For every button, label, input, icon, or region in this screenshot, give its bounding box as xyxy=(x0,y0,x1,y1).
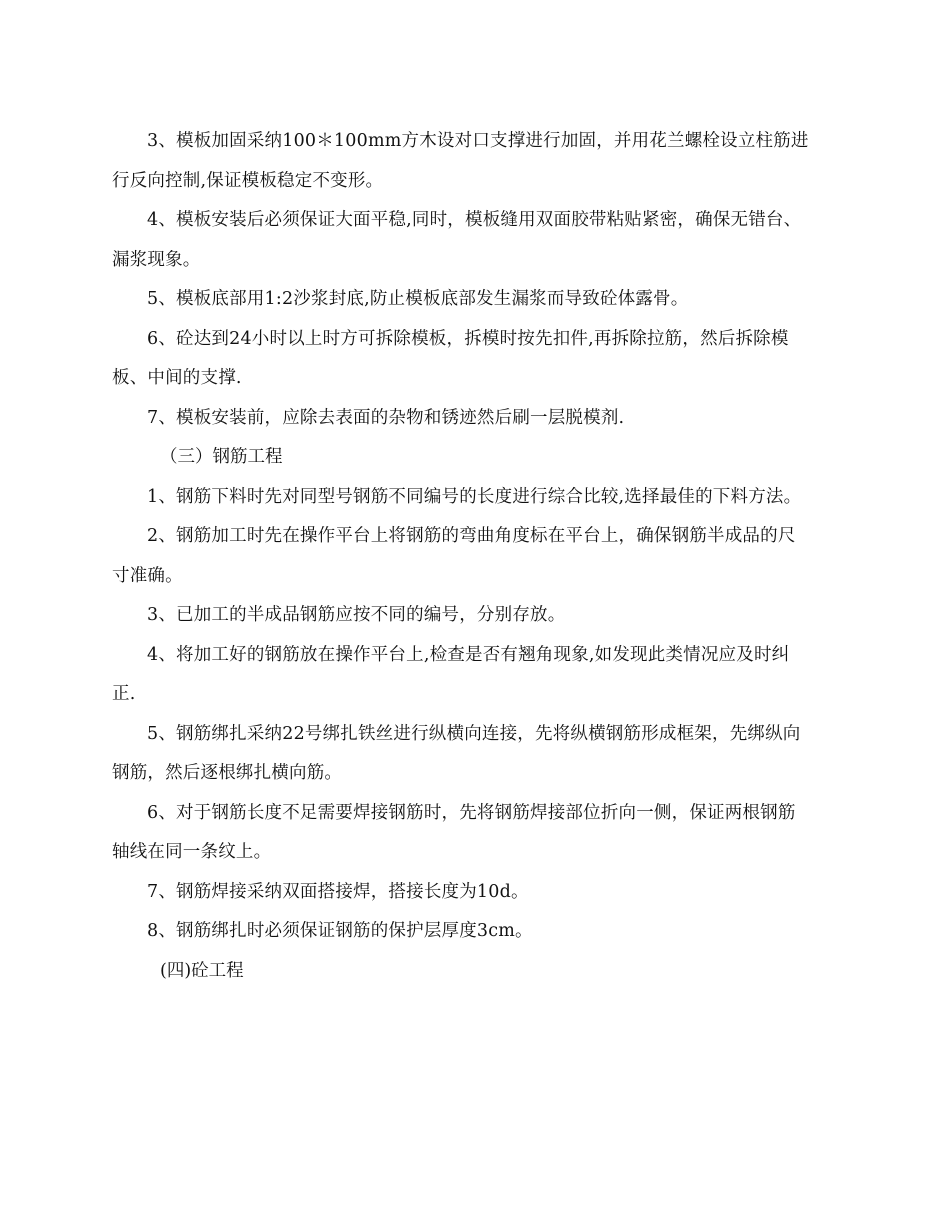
paragraph-formwork-7: 7、模板安装前，应除去表面的杂物和锈迹然后刷一层脱模剂. xyxy=(147,407,625,428)
paragraph-rebar-1: 1、钢筋下料时先对同型号钢筋不同编号的长度进行综合比较,选择最佳的下料方法。 xyxy=(147,486,802,507)
paragraph-rebar-6: 6、对于钢筋长度不足需要焊接钢筋时，先将钢筋焊接部位折向一侧，保证两根钢筋轴线在同一条纹上。 xyxy=(112,802,796,862)
paragraph-rebar-8: 8、钢筋绑扎时必须保证钢筋的保护层厚度3cm。 xyxy=(147,921,533,941)
document-body xyxy=(112,122,812,991)
paragraph-rebar-5: 5、钢筋绑扎采纳22号绑扎铁丝进行纵横向连接，先将纵横钢筋形成框架，先绑纵向钢筋，然后逐根绑扎横向筋。 xyxy=(112,723,801,783)
section-heading-concrete: (四)砼工程 xyxy=(160,960,244,981)
paragraph-rebar-3: 3、已加工的半成品钢筋应按不同的编号，分别存放。 xyxy=(147,605,566,625)
paragraph-formwork-5: 5、模板底部用1:2沙浆封底,防止模板底部发生漏浆而导致砼体露骨。 xyxy=(147,289,689,309)
paragraph-formwork-3: 3、模板加固采纳100＊100mm方木设对口支撑进行加固，并用花兰螺栓设立柱筋进行反向控制,保证模板稳定不变形。 xyxy=(112,131,809,191)
paragraph-rebar-2: 2、钢筋加工时先在操作平台上将钢筋的弯曲角度标在平台上，确保钢筋半成品的尺寸准确。 xyxy=(112,526,796,586)
section-heading-rebar: （三）钢筋工程 xyxy=(160,447,283,467)
paragraph-formwork-4: 4、模板安装后必须保证大面平稳,同时，模板缝用双面胶带粘贴紧密，确保无错台、漏浆现象。 xyxy=(112,210,802,270)
paragraph-rebar-7: 7、钢筋焊接采纳双面搭接焊，搭接长度为10d。 xyxy=(147,881,529,902)
paragraph-formwork-6: 6、砼达到24小时以上时方可拆除模板，拆模时按先扣件,再拆除拉筋，然后拆除模板、中间的支撑. xyxy=(112,328,789,388)
paragraph-rebar-4: 4、将加工好的钢筋放在操作平台上,检查是否有翘角现象,如发现此类情况应及时纠正. xyxy=(112,644,790,704)
